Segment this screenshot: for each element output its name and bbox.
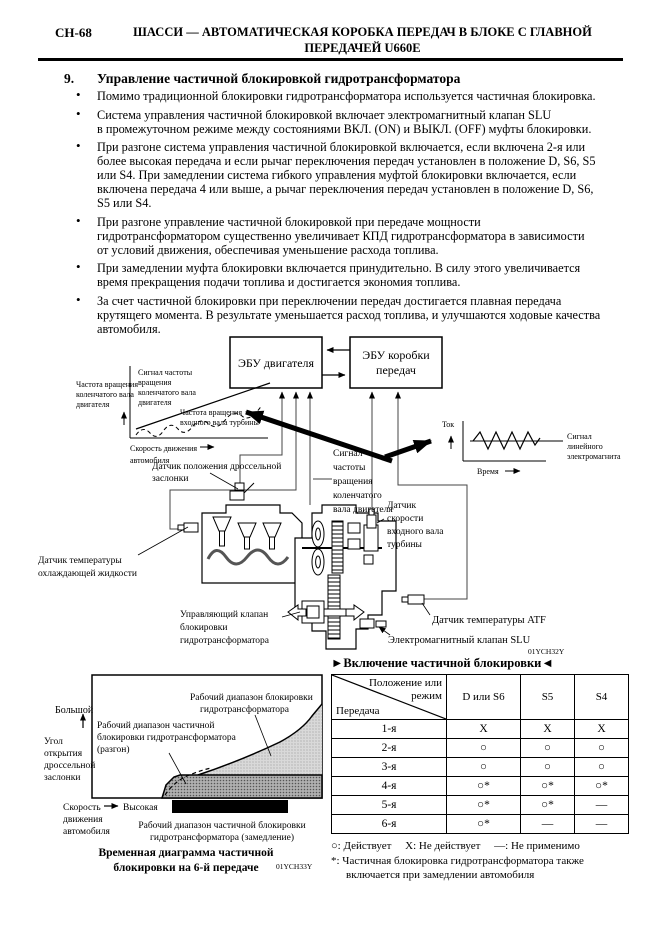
turbine-sensor-label: Датчик [387, 501, 417, 511]
svg-text:Сигнал: Сигнал [567, 432, 592, 441]
page-title [95, 25, 630, 56]
svg-text:Скорость движения: Скорость движения [130, 444, 198, 453]
list-item: • Система управления частичной блокировкой включает электромагнитный клапан SLU в промежуточном режиме между состояниями ВКЛ. (ON) и ВЫКЛ. (OFF) муфты блокировки. [76, 105, 592, 136]
header-rule [38, 58, 623, 61]
svg-text:вала двигателя: вала двигателя [333, 505, 393, 515]
section-heading [64, 71, 460, 87]
svg-text:вращения: вращения [333, 477, 373, 487]
page-title-line2: ПЕРЕДАЧЕЙ U660E [304, 40, 421, 55]
svg-text:заслонки: заслонки [44, 773, 81, 783]
coolant-sensor-label: Датчик температуры [38, 556, 122, 566]
table-row: 3-я ○ ○ ○ [332, 758, 629, 777]
figure-code: 01YCH32Y [528, 647, 565, 656]
svg-text:открытия: открытия [44, 749, 83, 759]
table-row: 4-я ○* ○* ○* [332, 777, 629, 796]
throttle-sensor-label: Датчик положения дроссельной [152, 462, 282, 472]
svg-text:вращения: вращения [138, 378, 172, 387]
svg-text:коленчатого вала: коленчатого вала [138, 388, 196, 397]
bullet-icon: • [76, 87, 81, 102]
svg-text:блокировки гидротрансформатора: блокировки гидротрансформатора [97, 733, 236, 743]
svg-text:турбины: турбины [387, 540, 422, 550]
section-title: Управление частичной блокировкой гидротрансформатора [97, 71, 461, 86]
throttle-body [230, 483, 254, 500]
svg-text:движения: движения [63, 815, 103, 825]
full-lockup-region-label: Рабочий диапазон блокировки [190, 693, 313, 703]
svg-text:блокировки на 6-й передаче: блокировки на 6-й передаче [113, 862, 259, 874]
table-title: ►Включение частичной блокировки◄ [331, 656, 554, 670]
svg-text:автомобиля: автомобиля [130, 456, 170, 465]
crank-signal-label: Сигнал [333, 449, 363, 459]
page-code: CH-68 [55, 25, 92, 40]
svg-text:коленчатого: коленчатого [333, 491, 382, 501]
system-diagram [30, 333, 645, 663]
y-max-label: Большой [55, 705, 94, 716]
x-axis-label: Скорость [63, 803, 101, 813]
engine-ecu-box [230, 337, 322, 388]
svg-text:гидротрансформатора: гидротрансформатора [200, 705, 290, 715]
bullet-list [74, 89, 626, 340]
ecu-link-arrows [322, 350, 350, 375]
solenoid-current-inset-chart [442, 420, 621, 476]
list-item: • При замедлении муфта блокировки включается принудительно. В силу этого увеличивается время прекращения подачи топлива и достигается экономия топлива. [76, 259, 581, 289]
corner-header-cell: Положение или режим Передача [332, 675, 447, 720]
svg-text:входного вала: входного вала [387, 527, 444, 537]
svg-text:частоты: частоты [333, 463, 366, 473]
transmission-ecu-box [350, 337, 442, 388]
svg-text:дроссельной: дроссельной [44, 761, 96, 771]
svg-text:Ток: Ток [442, 420, 455, 429]
partial-accel-region-label: Рабочий диапазон частичной [97, 721, 215, 731]
table-row: 2-я ○ ○ ○ [332, 739, 629, 758]
table-footnote: *: Частичная блокировка гидротрансформатора также включается при замедлении автомобиля [331, 855, 584, 881]
bullet-icon: • [76, 212, 81, 228]
list-item: • Помимо традиционной блокировки гидротрансформатора используется частичная блокировка. [76, 87, 596, 103]
partial-decel-region-label: Рабочий диапазон частичной блокировки [138, 821, 306, 831]
svg-text:коленчатого вала: коленчатого вала [76, 390, 134, 399]
svg-text:(разгон): (разгон) [97, 745, 130, 755]
bullet-icon: • [76, 138, 81, 153]
slu-valve-part [360, 619, 386, 628]
column-header: S4 [575, 675, 629, 720]
slu-valve-label: Электромагнитный клапан SLU [388, 635, 531, 646]
table-legend: ○: Действует X: Не действует —: Не применимо [331, 840, 580, 852]
y-axis-label: Угол [44, 737, 63, 747]
svg-text:электромагнита: электромагнита [567, 452, 621, 461]
lockup-valve-label: Управляющий клапан [180, 610, 269, 620]
bullet-icon: • [76, 259, 81, 274]
svg-text:двигателя: двигателя [76, 400, 110, 409]
engagement-table [331, 674, 629, 834]
svg-text:Частота вращения: Частота вращения [76, 380, 139, 389]
column-header: D или S6 [447, 675, 521, 720]
section-number: 9. [64, 71, 75, 86]
list-item: • При разгоне управление частичной блокировкой при передаче мощности гидротрансформатором существенно увеличивает КПД гидротрансформатора в зависимости от условий движения, обеспечивая уменьшение расхода топлива. [76, 212, 585, 257]
engagement-table-block [331, 656, 641, 882]
bullet-icon: • [76, 291, 81, 307]
atf-sensor-label: Датчик температуры ATF [432, 615, 546, 626]
table-row: 5-я ○* ○* — [332, 796, 629, 815]
chart-caption: Временная диаграмма частичной [98, 847, 274, 859]
svg-text:гидротрансформатора: гидротрансформатора [180, 636, 270, 646]
atf-sensor-part [402, 595, 424, 604]
svg-text:охлаждающей жидкости: охлаждающей жидкости [38, 569, 137, 579]
svg-text:автомобиля: автомобиля [63, 827, 110, 837]
svg-text:ЭБУ коробки: ЭБУ коробки [362, 348, 430, 362]
page-title-line1: ШАССИ — АВТОМАТИЧЕСКАЯ КОРОБКА ПЕРЕДАЧ В БЛОКЕ С ГЛАВНОЙ [133, 25, 592, 39]
bullet-icon: • [76, 105, 81, 121]
svg-text:входного вала турбины: входного вала турбины [180, 418, 259, 427]
svg-text:заслонки: заслонки [152, 474, 189, 484]
list-item: • За счет частичной блокировки при переключении передач достигается плавная передача крутящего момента. В результате уменьшается расход топлива, и улучшаются ходовые качества автомобиля. [76, 291, 601, 336]
svg-text:Время: Время [477, 467, 499, 476]
svg-text:Частота вращения: Частота вращения [180, 408, 243, 417]
gear-stack [332, 521, 343, 573]
decel-range-bar [172, 800, 288, 813]
engine-ecu-label: ЭБУ двигателя [237, 356, 315, 370]
column-header: S5 [521, 675, 575, 720]
engine-drawing [178, 483, 302, 583]
svg-text:передач: передач [376, 363, 416, 377]
svg-text:Сигнал частоты: Сигнал частоты [138, 368, 193, 377]
svg-text:двигателя: двигателя [138, 398, 172, 407]
svg-text:гидротрансформатора (замедлени: гидротрансформатора (замедление) [150, 833, 294, 843]
partial-lockup-band [162, 775, 322, 798]
partial-lockup-range-chart [30, 668, 332, 900]
svg-text:блокировки: блокировки [180, 623, 228, 633]
svg-text:скорости: скорости [387, 514, 424, 524]
x-max-label: Высокая [123, 803, 158, 813]
list-item: • При разгоне система управления частичной блокировкой включается, если включена 2-я или более высокая передача и если рычаг переключения передач установлен в положение D, S6, S5 или S4. При замедлении система гибкого управления муфтой блокировки включается, если включена передача 4 или выше, а рычаг переключения передач установлен в положение D, S6, S5 или S4. [76, 138, 596, 210]
svg-text:линейного: линейного [567, 442, 603, 451]
table-row: 1-я X X X [332, 720, 629, 739]
figure-code: 01YCH33Y [276, 862, 313, 871]
table-row: 6-я ○* — — [332, 815, 629, 834]
